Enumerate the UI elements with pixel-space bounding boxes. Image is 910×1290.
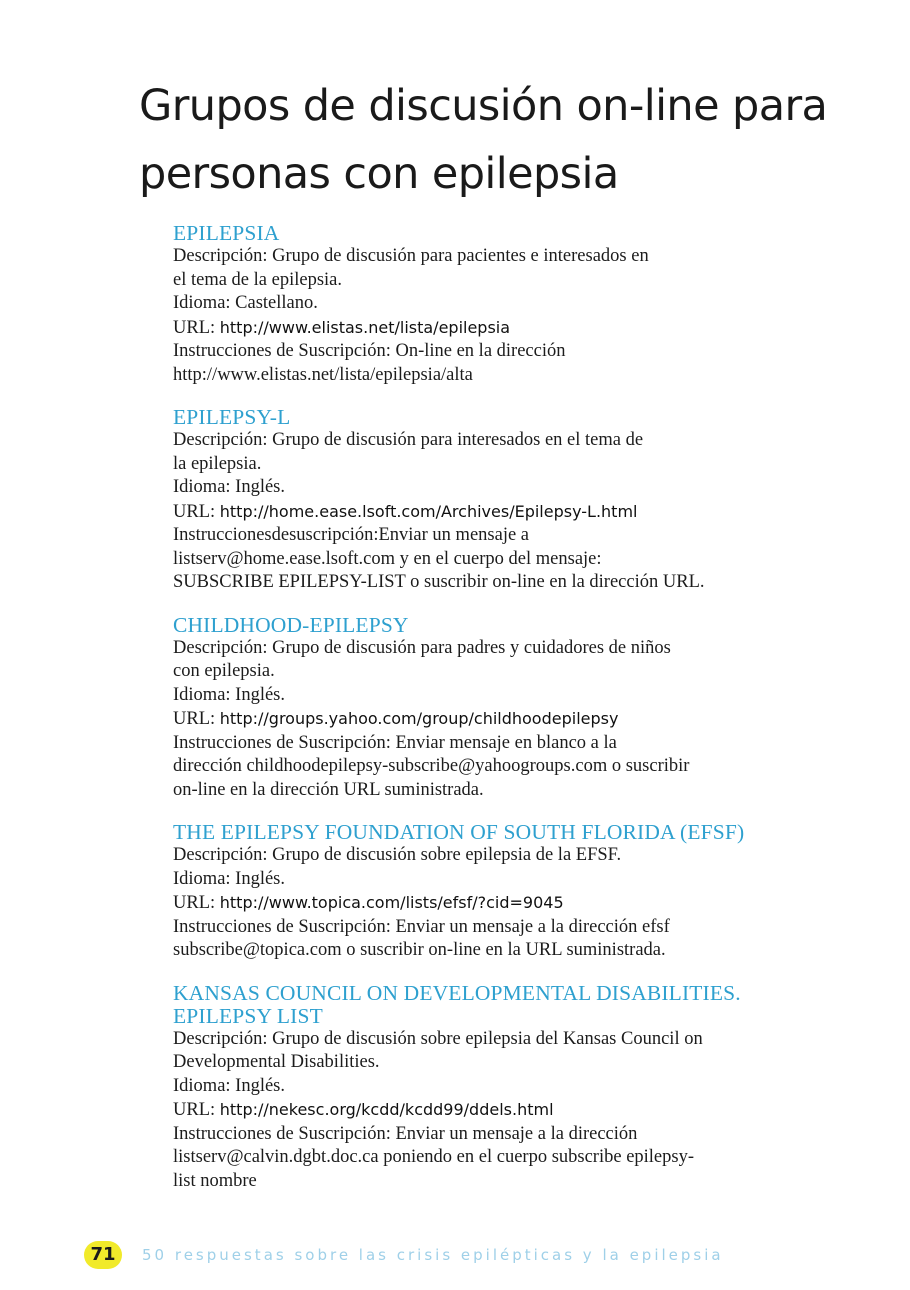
url-line (173, 500, 825, 525)
instructions-line: http://www.elistas.net/lista/epilepsia/alta (173, 364, 473, 385)
discussion-group-list (173, 222, 825, 1212)
instructions-line: Instrucciones de Suscripción: Enviar un mensaje a la dirección (173, 1123, 638, 1144)
book-title-footer: 50 respuestas sobre las crisis epilépticas y la epilepsia (142, 1246, 724, 1264)
instructions-line: listserv@home.ease.lsoft.com y en el cuerpo del mensaje: (173, 548, 602, 569)
url-label: URL: (173, 709, 220, 729)
group-name: EPILEPSIA (173, 221, 280, 245)
description-line: Developmental Disabilities. (173, 1052, 380, 1072)
group-details (173, 1028, 825, 1194)
group-name: KANSAS COUNCIL ON DEVELOPMENTAL DISABILITIES. EPILEPSY LIST (173, 980, 741, 1028)
url-label: URL: (173, 501, 220, 522)
group-url-link[interactable]: http://home.ease.lsoft.com/Archives/Epilepsy-L.html (219, 501, 638, 521)
list-item (173, 614, 825, 803)
url-line (173, 1098, 825, 1123)
instructions-line: Instrucciones de Suscripción: On-line en la dirección (173, 341, 566, 361)
instructions-line: Instruccionesdesuscripción:Enviar un mensaje a (173, 525, 530, 545)
list-item (173, 222, 825, 387)
description-line: Descripción: Grupo de discusión para padres y cuidadores de niños (173, 637, 671, 658)
group-details (173, 844, 825, 963)
url-label: URL: (173, 317, 220, 338)
instructions-line: SUBSCRIBE EPILEPSY-LIST o suscribir on-line en la dirección URL. (173, 572, 705, 592)
language-line: Idioma: Inglés. (173, 477, 286, 497)
group-url-link[interactable]: http://www.topica.com/lists/efsf/?cid=9045 (219, 893, 564, 912)
group-name: THE EPILEPSY FOUNDATION OF SOUTH FLORIDA (EFSF) (173, 820, 745, 844)
group-name: EPILEPSY-L (173, 405, 291, 429)
url-label: URL: (173, 1100, 220, 1120)
list-item (173, 406, 825, 595)
instructions-line: Instrucciones de Suscripción: Enviar mensaje en blanco a la (173, 732, 617, 753)
language-line: Idioma: Inglés. (173, 1075, 286, 1096)
description-line: el tema de la epilepsia. (173, 269, 342, 290)
url-line (173, 707, 825, 732)
description-line: Descripción: Grupo de discusión sobre epilepsia del Kansas Council on (173, 1028, 703, 1049)
url-label: URL: (173, 893, 220, 913)
page-footer (84, 1238, 724, 1272)
description-line: Descripción: Grupo de discusión sobre epilepsia de la EFSF. (173, 845, 622, 865)
group-details (173, 637, 825, 803)
list-item (173, 821, 825, 963)
group-url-link[interactable]: http://nekesc.org/kcdd/kcdd99/ddels.html (219, 1100, 554, 1119)
page-number-badge: 71 (84, 1241, 122, 1269)
instructions-line: listserv@calvin.dgbt.doc.ca poniendo en el cuerpo subscribe epilepsy- (173, 1147, 695, 1167)
description-line: la epilepsia. (173, 453, 262, 474)
instructions-line: subscribe@topica.com o suscribir on-line en la URL suministrada. (173, 940, 666, 960)
instructions-line: dirección childhoodepilepsy-subscribe@yahoogroups.com o suscribir (173, 756, 690, 776)
description-line: con epilepsia. (173, 661, 275, 681)
group-url-link[interactable]: http://www.elistas.net/lista/epilepsia (219, 317, 511, 337)
group-url-link[interactable]: http://groups.yahoo.com/group/childhoodepilepsy (219, 709, 619, 728)
language-line: Idioma: Inglés. (173, 684, 286, 705)
url-line (173, 316, 825, 341)
list-item (173, 982, 825, 1194)
instructions-line: list nombre (173, 1170, 257, 1191)
instructions-line: Instrucciones de Suscripción: Enviar un mensaje a la dirección efsf (173, 916, 670, 937)
description-line: Descripción: Grupo de discusión para interesados en el tema de (173, 430, 644, 450)
instructions-line: on-line en la dirección URL suministrada. (173, 779, 484, 800)
page-title: Grupos de discusión on-line para personas con epilepsia (139, 81, 828, 199)
url-line (173, 891, 825, 916)
group-name: CHILDHOOD-EPILEPSY (173, 612, 409, 637)
group-details (173, 245, 825, 387)
language-line: Idioma: Castellano. (173, 293, 318, 313)
group-details (173, 429, 825, 595)
language-line: Idioma: Inglés. (173, 868, 286, 889)
description-line: Descripción: Grupo de discusión para pacientes e interesados en (173, 246, 649, 266)
